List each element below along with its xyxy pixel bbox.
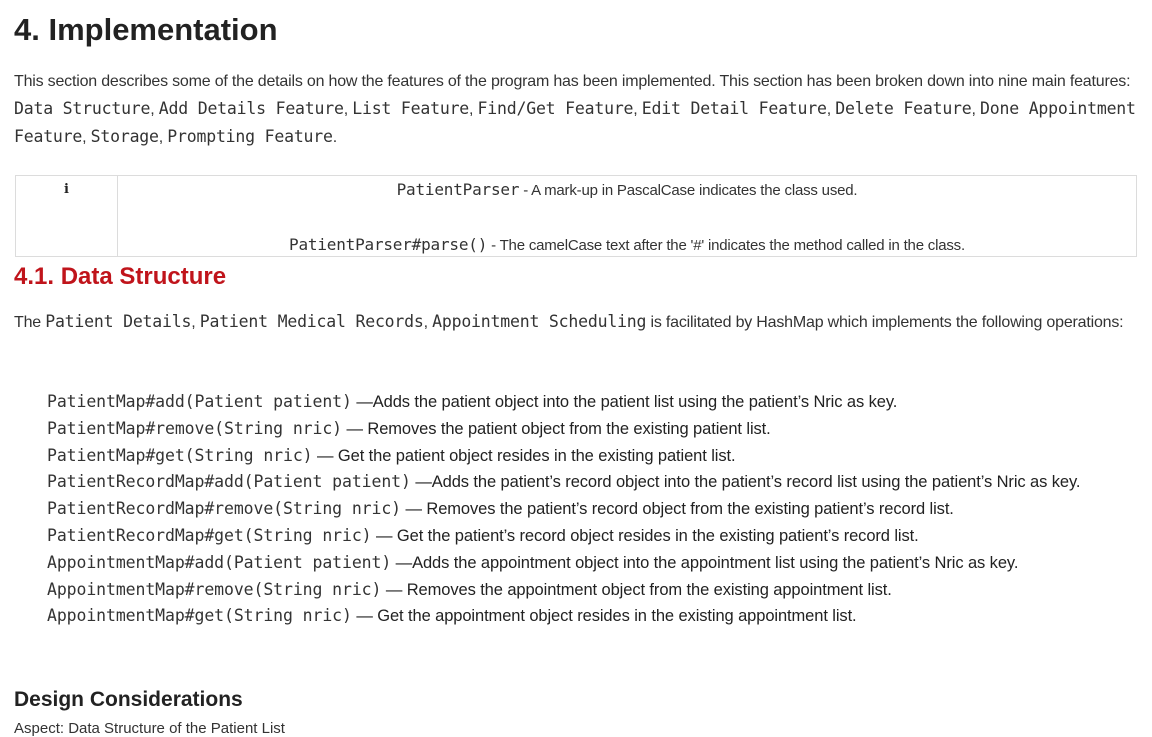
info-icon: i — [64, 182, 69, 197]
list-item: AppointmentMap#get(String nric) — Get the appointment object resides in the existing appointment list. — [47, 606, 857, 626]
section-title: 4.1. Data Structure — [14, 263, 227, 290]
feature-link-data-structure[interactable]: Data Structure — [14, 99, 151, 118]
operation-code: AppointmentMap#get(String nric) — [47, 606, 352, 626]
operation-code: PatientRecordMap#remove(String nric) — [47, 499, 402, 519]
operation-code: PatientRecordMap#get(String nric) — [47, 525, 372, 545]
section-paragraph: The Patient Details, Patient Medical Records, Appointment Scheduling is facilitated by HashMap which implements the following operations: — [14, 312, 1124, 331]
feature-link-add-details[interactable]: Add Details Feature — [158, 99, 344, 118]
design-considerations-heading: Design Considerations — [14, 688, 243, 711]
operation-code: PatientMap#remove(String nric) — [47, 418, 343, 438]
operation-code: PatientRecordMap#add(Patient patient) — [47, 472, 411, 492]
admonition-code-class: PatientParser — [396, 180, 520, 199]
feature-link-done-appointment[interactable]: Done Appointment Feature — [14, 99, 1136, 146]
intro-text: This section describes some of the details on how the features of the program has been implemented. This section has been broken down into nine main features: — [14, 73, 1131, 90]
feature-link-prompting[interactable]: Prompting Feature — [167, 127, 333, 146]
feature-link-delete[interactable]: Delete Feature — [835, 99, 972, 118]
intro-end: . — [332, 129, 338, 146]
page-title: 4. Implementation — [14, 12, 278, 47]
list-item: PatientRecordMap#add(Patient patient) —Adds the patient’s record object into the patient’s record list using the patient’s Nric as key. — [47, 472, 1081, 492]
cutoff-text: Aspect: Data Structure of the Patient List — [14, 720, 285, 737]
intro-paragraph: This section describes some of the details on how the features of the program has been implemented. This section has been broken down into nine main features: Data Structure, Add Details Feature, List Feature, Find/Get Feature, Edit Detail Feature, Delete Feature, Done Appointment Feature, Storage, Prompting Feature. — [14, 73, 1136, 146]
operation-code: AppointmentMap#add(Patient patient) — [47, 552, 392, 572]
feature-link-edit-detail[interactable]: Edit Detail Feature — [641, 99, 827, 118]
code-appointment-scheduling: Appointment Scheduling — [432, 312, 647, 331]
list-item: PatientMap#add(Patient patient) —Adds the patient object into the patient list using the patient’s Nric as key. — [47, 392, 898, 411]
list-item: PatientRecordMap#remove(String nric) — Removes the patient’s record object from the existing patient’s record list. — [47, 499, 954, 519]
admonition-line-camelcase: PatientParser#parse() - The camelCase text after the '#' indicates the method called in the class. — [289, 235, 965, 254]
info-admonition — [15, 175, 1137, 257]
operation-code: PatientMap#add(Patient patient) — [47, 392, 352, 411]
operation-code: AppointmentMap#remove(String nric) — [47, 579, 382, 599]
operations-list — [43, 389, 1138, 630]
list-item: AppointmentMap#add(Patient patient) —Adds the appointment object into the appointment list using the patient’s Nric as key. — [47, 552, 1019, 572]
list-item: PatientRecordMap#get(String nric) — Get the patient’s record object resides in the existing patient’s record list. — [47, 525, 919, 545]
admonition-code-method: PatientParser#parse() — [289, 235, 488, 254]
admonition-icon-cell — [16, 176, 118, 256]
code-patient-details: Patient Details — [45, 312, 192, 331]
list-item: PatientMap#remove(String nric) — Removes the patient object from the existing patient list. — [47, 418, 771, 438]
feature-link-find-get[interactable]: Find/Get Feature — [477, 99, 634, 118]
list-item: AppointmentMap#remove(String nric) — Removes the appointment object from the existing appointment list. — [47, 579, 892, 599]
admonition-line-pascalcase: PatientParser - A mark-up in PascalCase indicates the class used. — [396, 180, 858, 199]
feature-link-storage[interactable]: Storage — [90, 127, 159, 146]
feature-link-list[interactable]: List Feature — [352, 99, 470, 118]
list-item: PatientMap#get(String nric) — Get the patient object resides in the existing patient list. — [47, 445, 736, 465]
operation-code: PatientMap#get(String nric) — [47, 445, 313, 465]
code-patient-medical-records: Patient Medical Records — [199, 312, 424, 331]
